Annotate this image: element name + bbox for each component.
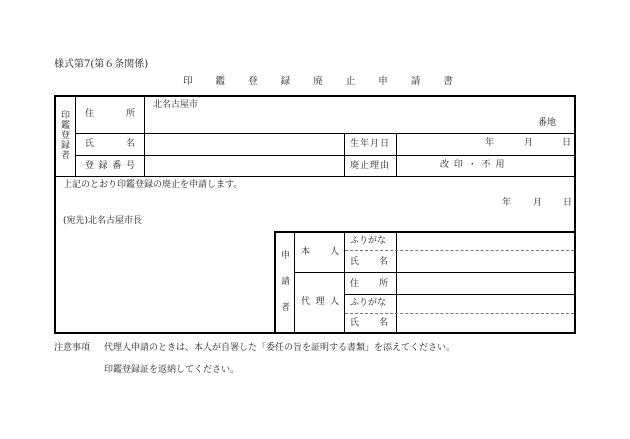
agent-furigana-label: ふりがな	[350, 298, 387, 308]
label-char: 住	[85, 109, 95, 119]
title-char: 書	[443, 76, 453, 87]
birth-year-unit: 年	[485, 138, 495, 148]
label-char: 登	[85, 161, 95, 171]
abolish-reason-label: 廃止理由	[350, 161, 391, 171]
section-border-right	[574, 177, 576, 333]
label-char: 番	[112, 161, 122, 171]
label-char: 名	[378, 257, 388, 267]
label-char: 印	[60, 111, 70, 121]
label-char: 鑑	[60, 121, 70, 132]
birthdate-field[interactable]	[397, 134, 574, 155]
section-border-bottom	[54, 332, 576, 334]
self-label	[301, 248, 339, 257]
title-char: 登	[248, 76, 258, 87]
address-label	[85, 110, 135, 119]
label-char: 氏	[85, 139, 95, 149]
notes-line-1: 代理人申請のときは、本人が自署した「委任の旨を証明する書類」を添えてください。	[104, 343, 456, 353]
form-title	[183, 77, 453, 87]
request-day-unit: 日	[563, 198, 573, 208]
name-label	[85, 140, 135, 149]
applicant-vertical-label	[276, 232, 294, 332]
address-field[interactable]	[145, 97, 574, 133]
title-char: 請	[410, 76, 421, 87]
addressee: (宛先)北名古屋市長	[63, 216, 143, 226]
col-divider	[294, 232, 295, 332]
title-char: 止	[345, 76, 356, 87]
table-border-right	[574, 95, 576, 177]
table-divider	[54, 176, 576, 177]
birth-month-unit: 月	[524, 138, 534, 148]
self-name-field[interactable]	[397, 251, 574, 272]
label-char: 名	[125, 139, 135, 149]
agent-furigana-field[interactable]	[397, 295, 574, 313]
reg-number-field[interactable]	[145, 156, 344, 176]
label-char: 号	[125, 161, 135, 171]
reg-number-label	[85, 162, 135, 171]
form-number: 様式第7(第６条関係)	[54, 59, 149, 70]
title-char: 廃	[313, 76, 323, 87]
agent-address-field[interactable]	[397, 273, 574, 294]
address-suffix: 番地	[538, 118, 557, 128]
agent-label	[301, 298, 339, 307]
col-divider	[344, 232, 345, 332]
address-city: 北名古屋市	[153, 100, 199, 110]
agent-name-field[interactable]	[397, 314, 574, 332]
label-char: 申	[281, 251, 291, 261]
label-char: 人	[329, 297, 339, 307]
name-field[interactable]	[145, 134, 344, 155]
label-char: 氏	[350, 257, 360, 267]
label-char: 本	[301, 247, 311, 257]
title-char: 印	[183, 76, 193, 87]
label-char: 人	[329, 247, 339, 257]
label-char: 者	[281, 303, 291, 313]
label-char: 請	[281, 277, 291, 287]
label-char: 所	[378, 279, 388, 289]
section-border-left	[54, 177, 56, 333]
title-char: 鑑	[215, 76, 226, 87]
request-month-unit: 月	[533, 198, 543, 208]
label-char: 理	[315, 297, 325, 307]
self-name-label	[350, 258, 388, 267]
label-char: 録	[60, 141, 70, 152]
table-border-left	[54, 95, 56, 177]
birth-day-unit: 日	[562, 138, 572, 148]
label-char: 所	[125, 109, 135, 119]
col-divider	[75, 96, 76, 176]
request-statement: 上記のとおり印鑑登録の廃止を申請します。	[63, 180, 243, 190]
birthdate-label: 生年月日	[350, 139, 391, 149]
label-char: 者	[60, 151, 70, 162]
request-year-unit: 年	[502, 198, 512, 208]
request-date-field[interactable]	[480, 195, 572, 211]
label-char: 代	[301, 297, 311, 307]
self-furigana-field[interactable]	[397, 233, 574, 250]
label-char: 氏	[350, 318, 360, 328]
self-furigana-label: ふりがな	[350, 236, 387, 246]
registrant-vertical-label	[57, 111, 74, 161]
title-char: 録	[280, 76, 291, 87]
label-char: 名	[378, 318, 388, 328]
agent-name-label	[350, 319, 388, 328]
notes-line-2: 印鑑登録証を返納してください。	[104, 365, 240, 375]
label-char: 住	[350, 279, 360, 289]
label-char: 録	[98, 161, 108, 171]
abolish-reason-options[interactable]: 改 印 ・ 不 用	[440, 160, 506, 170]
title-char: 申	[378, 76, 388, 87]
notes-prefix: 注意事項	[54, 343, 91, 353]
label-char: 登	[60, 131, 70, 142]
agent-address-label	[350, 280, 388, 289]
